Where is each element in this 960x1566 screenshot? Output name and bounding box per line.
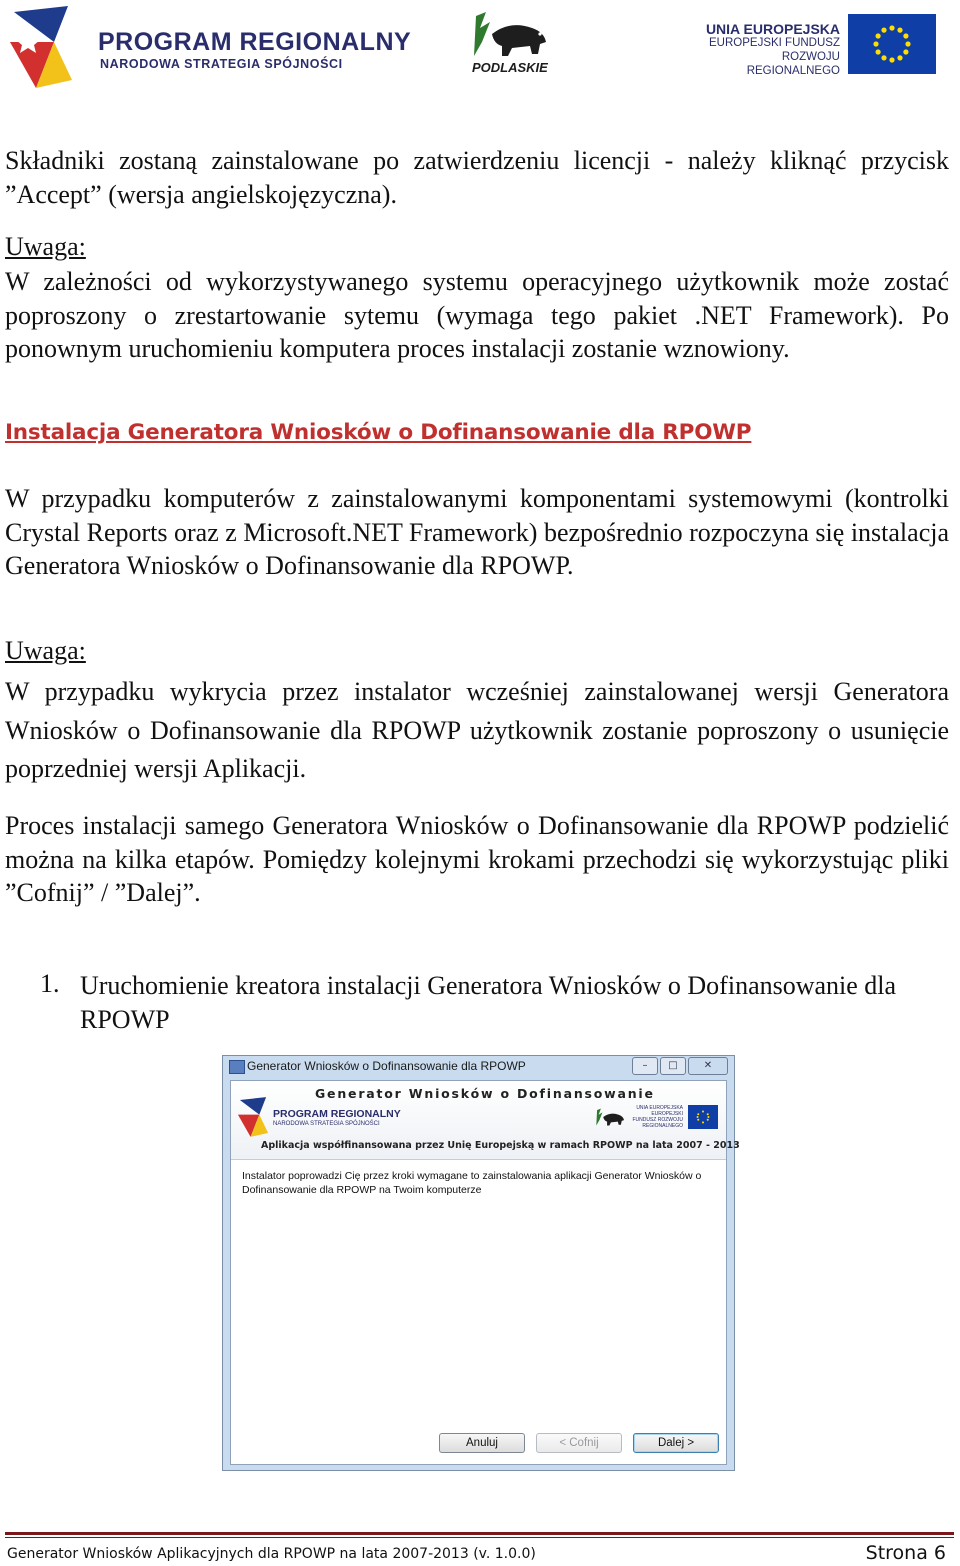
installer-content <box>230 1080 740 1465</box>
paragraph-components: W przypadku komputerów z zainstalowanymi komponentami systemowymi (kontrolki Crystal Reports oraz z Microsoft.NET Framework) bezpośrednio rozpoczyna się instalacja Generatora Wniosków o Dofinansowanie dla RPOWP. <box>5 484 949 580</box>
region-name: PODLASKIE <box>472 60 548 75</box>
installer-program-logo-icon <box>236 1095 270 1139</box>
program-subtitle: NARODOWA STRATEGIA SPÓJNOŚCI <box>100 57 343 71</box>
installer-window <box>222 1055 740 1471</box>
installer-banner <box>231 1081 740 1160</box>
program-regionalny-logo-icon <box>6 2 76 92</box>
installer-podlaskie-logo-icon <box>591 1107 627 1137</box>
footer-rule-thin <box>5 1537 954 1538</box>
eu-flag-icon <box>848 14 936 74</box>
eu-line-3: ROZWOJU REGIONALNEGO <box>746 51 840 77</box>
window-controls <box>632 1057 728 1075</box>
eu-line-1: UNIA EUROPEJSKA <box>705 21 840 37</box>
paragraph-license: Składniki zostaną zainstalowane po zatwierdzeniu licencji - należy kliknąć przycisk ”Accept” (wersja angielskojęzyczna). <box>5 146 949 209</box>
footer-rule <box>5 1532 954 1535</box>
close-icon[interactable]: ✕ <box>688 1057 728 1075</box>
program-title: PROGRAM REGIONALNY <box>98 28 412 56</box>
paragraph-restart: W zależności od wykorzystywanego systemu operacyjnego użytkownik może zostać poproszony o zrestartowanie sytemu (wymaga tego pakiet .NET Framework). Po ponownym uruchomieniu komputera proces instalacji zostanie wznowiony. <box>5 267 949 363</box>
window-title: Generator Wniosków o Dofinansowanie dla RPOWP <box>247 1059 526 1073</box>
back-button[interactable]: < Cofnij <box>536 1433 622 1453</box>
note-label: Uwaga: <box>5 232 86 261</box>
note-label-2: Uwaga: <box>5 636 86 665</box>
footer-document-title: Generator Wniosków Aplikacyjnych dla RPOWP na lata 2007-2013 (v. 1.0.0) <box>7 1546 536 1562</box>
page-header <box>0 0 960 100</box>
eu-line-2: EUROPEJSKI FUNDUSZ <box>709 37 840 49</box>
installer-subtitle: Aplikacja współfinansowana przez Unię Europejską w ramach RPOWP na lata 2007 - 2013 <box>261 1140 740 1151</box>
section-heading: Instalacja Generatora Wniosków o Dofinansowanie dla RPOWP <box>5 420 752 445</box>
installer-eu-text: UNIA EUROPEJSKA EUROPEJSKI FUNDUSZ ROZWOJU REGIONALNEGO <box>632 1105 683 1129</box>
list-number: 1. <box>40 969 60 998</box>
maximize-icon[interactable]: □ <box>660 1057 686 1075</box>
page-number: Strona 6 <box>865 1542 946 1564</box>
next-button[interactable]: Dalej > <box>633 1433 719 1453</box>
list-item-text: Uruchomienie kreatora instalacji Generatora Wniosków o Dofinansowanie dla RPOWP <box>80 971 897 1034</box>
installer-logo-subtitle: NARODOWA STRATEGIA SPÓJNOŚCI <box>273 1121 380 1127</box>
installer-eu-flag-icon <box>688 1105 718 1129</box>
minimize-icon[interactable]: – <box>632 1057 658 1075</box>
eu-text <box>690 22 840 78</box>
installer-description: Instalator poprowadzi Cię przez kroki wymagane to zainstalowania aplikacji Generator Wniosków o Dofinansowanie dla RPOWP na Twoim komputerze <box>242 1170 702 1196</box>
cancel-button[interactable]: Anuluj <box>439 1433 525 1453</box>
installer-logo-title: PROGRAM REGIONALNY <box>273 1108 401 1120</box>
paragraph-process: Proces instalacji samego Generatora Wniosków o Dofinansowanie dla RPOWP podzielić można na kilka etapów. Pomiędzy kolejnymi krokami przechodzi się wykorzystując pliki ”Cofnij” / ”Dalej”. <box>5 811 949 907</box>
window-app-icon <box>229 1060 245 1074</box>
paragraph-previous-version: W przypadku wykrycia przez instalator wcześniej zainstalowanej wersji Generatora Wniosków o Dofinansowanie dla RPOWP użytkownik zostanie poproszony o usunięcie poprzedniej wersji Aplikacji. <box>5 677 949 783</box>
installer-app-title: Generator Wniosków o Dofinansowanie <box>315 1086 655 1101</box>
